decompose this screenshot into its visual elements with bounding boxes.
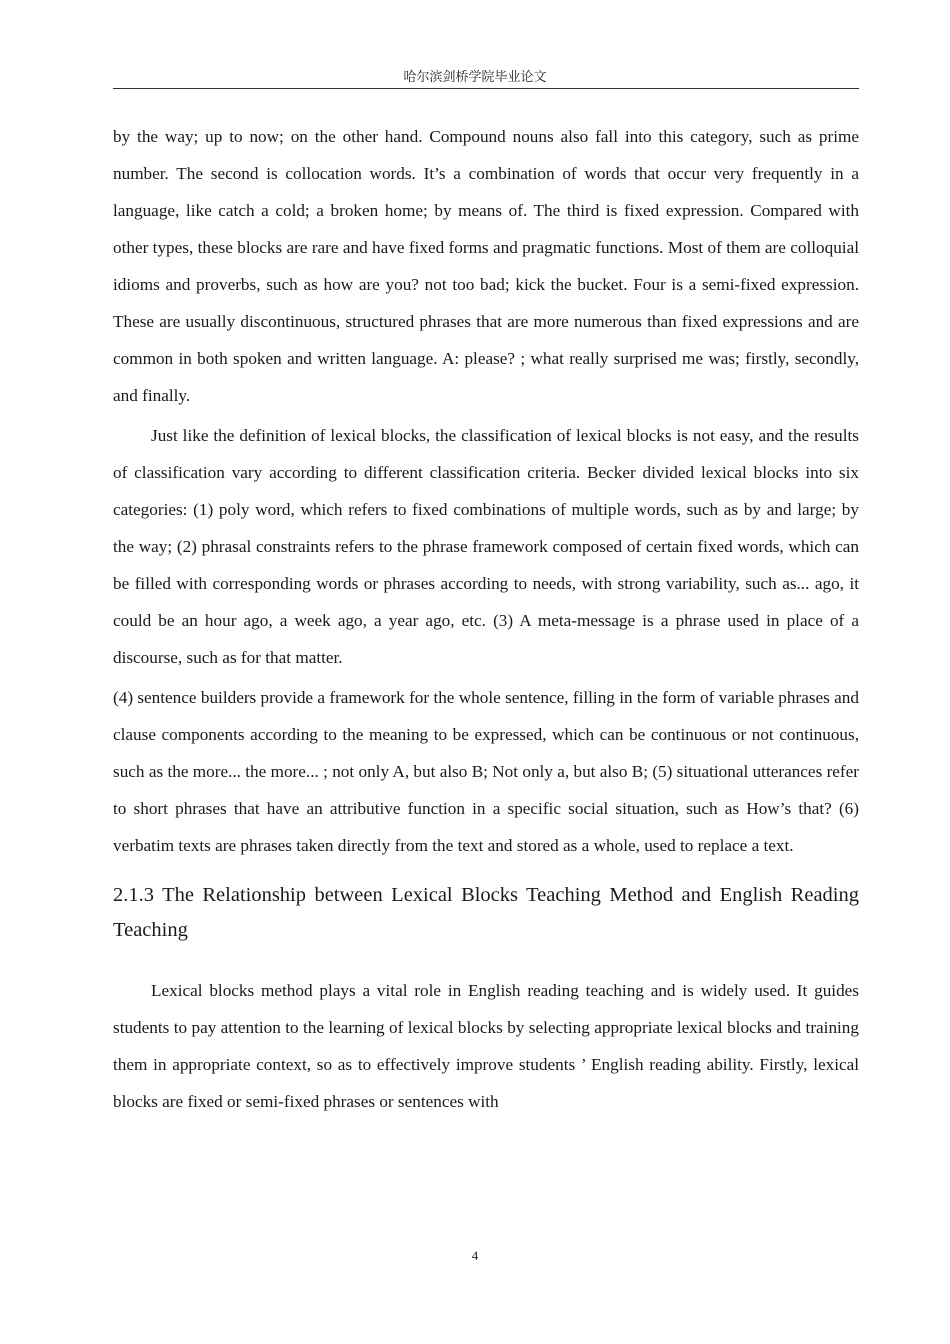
body-paragraph-1: by the way; up to now; on the other hand. Compound nouns also fall into this category, such as prime number. The second is collocation words. It’s a combination of words that occur very frequently in a language, like catch a cold; a broken home; by means of. The third is fixed expression. Compared with other types, these blocks are rare and have fixed forms and pragmatic functions. Most of them are colloquial idioms and proverbs, such as how are you? not too bad; kick the bucket. Four is a semi-fixed expression. These are usually discontinuous, structured phrases that are more numerous than fixed expressions and are common in both spoken and written language. A: please? ; what really surprised me was; firstly, secondly, and finally. [113,127,859,405]
body-paragraph-2: Just like the definition of lexical blocks, the classification of lexical blocks is not easy, and the results of classification vary according to different classification criteria. Becker divided lexical blocks into six categories: (1) poly word, which refers to fixed combinations of multiple words, such as by and large; by the way; (2) phrasal constraints refers to the phrase framework composed of certain fixed words, which can be filled with corresponding words or phrases according to needs, with strong variability, such as... ago, it could be an hour ago, a week ago, a year ago, etc. (3) A meta-message is a phrase used in place of a discourse, such as for that matter. [113,426,859,667]
section-heading: 2.1.3 The Relationship between Lexical Blocks Teaching Method and English Reading Teaching [113,884,859,941]
header-divider [113,88,859,89]
page-body [113,118,859,1120]
body-paragraph-4: Lexical blocks method plays a vital role in English reading teaching and is widely used. It guides students to pay attention to the learning of lexical blocks by selecting appropriate lexical blocks and training them in appropriate context, so as to effectively improve students ’ English reading ability. Firstly, lexical blocks are fixed or semi-fixed phrases or sentences with [113,981,859,1111]
page-number: 4 [471,1248,479,1263]
body-paragraph-3: (4) sentence builders provide a framework for the whole sentence, filling in the form of variable phrases and clause components according to the meaning to be expressed, which can be continuous or not continuous, such as the more... the more... ; not only A, but also B; Not only a, but also B; (5) situational utterances refer to short phrases that have an attributive function in a specific social situation, such as How’s that? (6) verbatim texts are phrases taken directly from the text and stored as a whole, used to replace a text. [113,688,859,855]
running-header: 哈尔滨剑桥学院毕业论文 [403,70,547,85]
